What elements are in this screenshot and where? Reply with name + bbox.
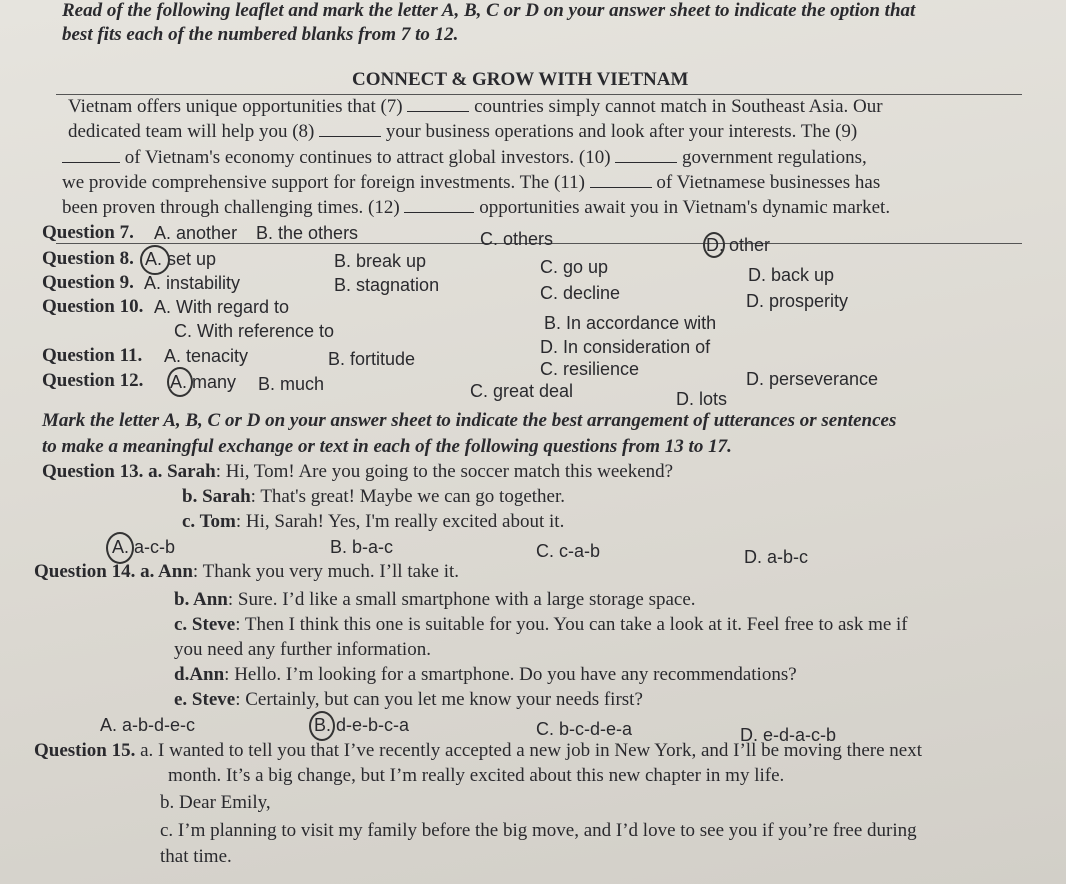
q7-label: Question 7. — [42, 222, 134, 243]
q14-line-c: c. Steve: Then I think this one is suitable for you. You can take a look at it. Feel free to ask me if — [174, 614, 908, 635]
q12-label: Question 12. — [42, 370, 144, 391]
q8-option-d[interactable]: D. back up — [748, 265, 835, 285]
q15-line-c: c. I’m planning to visit my family before the big move, and I’d love to see you if you’re free during — [160, 820, 917, 841]
instruction-line-2: best fits each of the numbered blanks from 7 to 12. — [62, 24, 459, 45]
q10-option-b[interactable]: B. In accordance with — [544, 313, 717, 333]
q10-label: Question 10. — [42, 296, 144, 317]
q13-line-b: b. Sarah: That's great! Maybe we can go together. — [182, 486, 565, 507]
leaflet-line-5: been proven through challenging times. (12) opportunities await you in Vietnam's dynamic market. — [62, 197, 891, 218]
q13-line-a: Question 13. a. Sarah: Hi, Tom! Are you going to the soccer match this weekend? — [42, 461, 674, 482]
q11-option-b[interactable]: B. fortitude — [328, 349, 416, 369]
q12-option-a[interactable]: A. many — [170, 372, 237, 392]
blank-12[interactable] — [404, 198, 474, 213]
q8-answer-circle — [140, 245, 170, 275]
blank-11[interactable] — [590, 173, 652, 188]
q12-option-c[interactable]: C. great deal — [470, 381, 574, 401]
blank-8[interactable] — [319, 122, 381, 137]
q11-option-d[interactable]: D. perseverance — [746, 369, 879, 389]
instruction-line-4: to make a meaningful exchange or text in each of the following questions from 13 to 17. — [42, 436, 732, 457]
q12-answer-circle — [167, 367, 193, 397]
q15-line-a: Question 15. a. I wanted to tell you that I’ve recently accepted a new job in New York, and I’ll be moving there next — [34, 740, 923, 761]
leaflet-title: CONNECT & GROW WITH VIETNAM — [352, 69, 689, 90]
q12-option-d[interactable]: D. lots — [676, 389, 728, 409]
q14-line-b: b. Ann: Sure. I’d like a small smartphone with a large storage space. — [174, 589, 696, 610]
q14-line-c-cont: you need any further information. — [174, 639, 431, 660]
leaflet-line-1: Vietnam offers unique opportunities that (7) countries simply cannot match in Southeast Asia. Our — [68, 96, 883, 117]
q8-option-a[interactable]: A. set up — [145, 249, 217, 269]
instruction-line-3: Mark the letter A, B, C or D on your answer sheet to indicate the best arrangement of utterances or sentences — [42, 410, 897, 431]
q13-option-b[interactable]: B. b-a-c — [330, 537, 394, 557]
blank-7[interactable] — [407, 97, 469, 112]
q14-line-a: Question 14. a. Ann: Thank you very much. I’ll take it. — [34, 561, 460, 582]
q7-option-c[interactable]: C. others — [480, 229, 554, 249]
q14-option-d[interactable]: D. e-d-a-c-b — [740, 725, 837, 745]
q13-option-a[interactable]: A. a-c-b — [112, 537, 176, 557]
blank-9[interactable] — [62, 148, 120, 163]
leaflet-line-4: we provide comprehensive support for foreign investments. The (11) of Vietnamese businesses has — [62, 172, 881, 193]
q8-label: Question 8. — [42, 248, 134, 269]
q7-option-d[interactable]: D. other — [706, 235, 771, 255]
q9-option-c[interactable]: C. decline — [540, 283, 621, 303]
q15-line-a-cont: month. It’s a big change, but I’m really excited about this new chapter in my life. — [168, 765, 785, 786]
q11-label: Question 11. — [42, 345, 143, 366]
q10-option-c[interactable]: C. With reference to — [174, 321, 335, 341]
q14-line-e: e. Steve: Certainly, but can you let me know your needs first? — [174, 689, 643, 710]
q15-line-b: b. Dear Emily, — [160, 792, 271, 813]
leaflet-line-3: of Vietnam's economy continues to attract global investors. (10) government regulations, — [62, 147, 867, 169]
q13-option-d[interactable]: D. a-b-c — [744, 547, 809, 567]
q8-option-c[interactable]: C. go up — [540, 257, 609, 277]
q9-option-d[interactable]: D. prosperity — [746, 291, 849, 311]
q11-option-c[interactable]: C. resilience — [540, 359, 640, 379]
q7-answer-circle — [703, 232, 725, 258]
q9-label: Question 9. — [42, 272, 134, 293]
q8-option-b[interactable]: B. break up — [334, 251, 427, 271]
q10-option-d[interactable]: D. In consideration of — [540, 337, 711, 357]
q9-option-a[interactable]: A. instability — [144, 273, 241, 293]
q15-line-c-cont: that time. — [160, 846, 232, 867]
q14-option-b[interactable]: B. d-e-b-c-a — [314, 715, 410, 735]
q14-line-d: d.Ann: Hello. I’m looking for a smartphone. Do you have any recommendations? — [174, 664, 797, 685]
q12-option-b[interactable]: B. much — [258, 374, 325, 394]
q9-option-b[interactable]: B. stagnation — [334, 275, 440, 295]
q10-option-a[interactable]: A. With regard to — [154, 297, 290, 317]
q13-answer-circle — [106, 532, 134, 564]
q13-line-c: c. Tom: Hi, Sarah! Yes, I'm really excited about it. — [182, 511, 565, 532]
q11-option-a[interactable]: A. tenacity — [164, 346, 249, 366]
q14-option-c[interactable]: C. b-c-d-e-a — [536, 719, 633, 739]
q14-option-a[interactable]: A. a-b-d-e-c — [100, 715, 196, 735]
q13-option-c[interactable]: C. c-a-b — [536, 541, 601, 561]
q7-option-a[interactable]: A. another — [154, 223, 238, 243]
instruction-line-1: Read of the following leaflet and mark the letter A, B, C or D on your answer sheet to indicate the option that — [62, 0, 916, 21]
leaflet-line-2: dedicated team will help you (8) your business operations and look after your interests. The (9) — [68, 121, 858, 142]
q7-option-b[interactable]: B. the others — [256, 223, 359, 243]
blank-10[interactable] — [615, 148, 677, 163]
q14-answer-circle — [309, 711, 335, 741]
